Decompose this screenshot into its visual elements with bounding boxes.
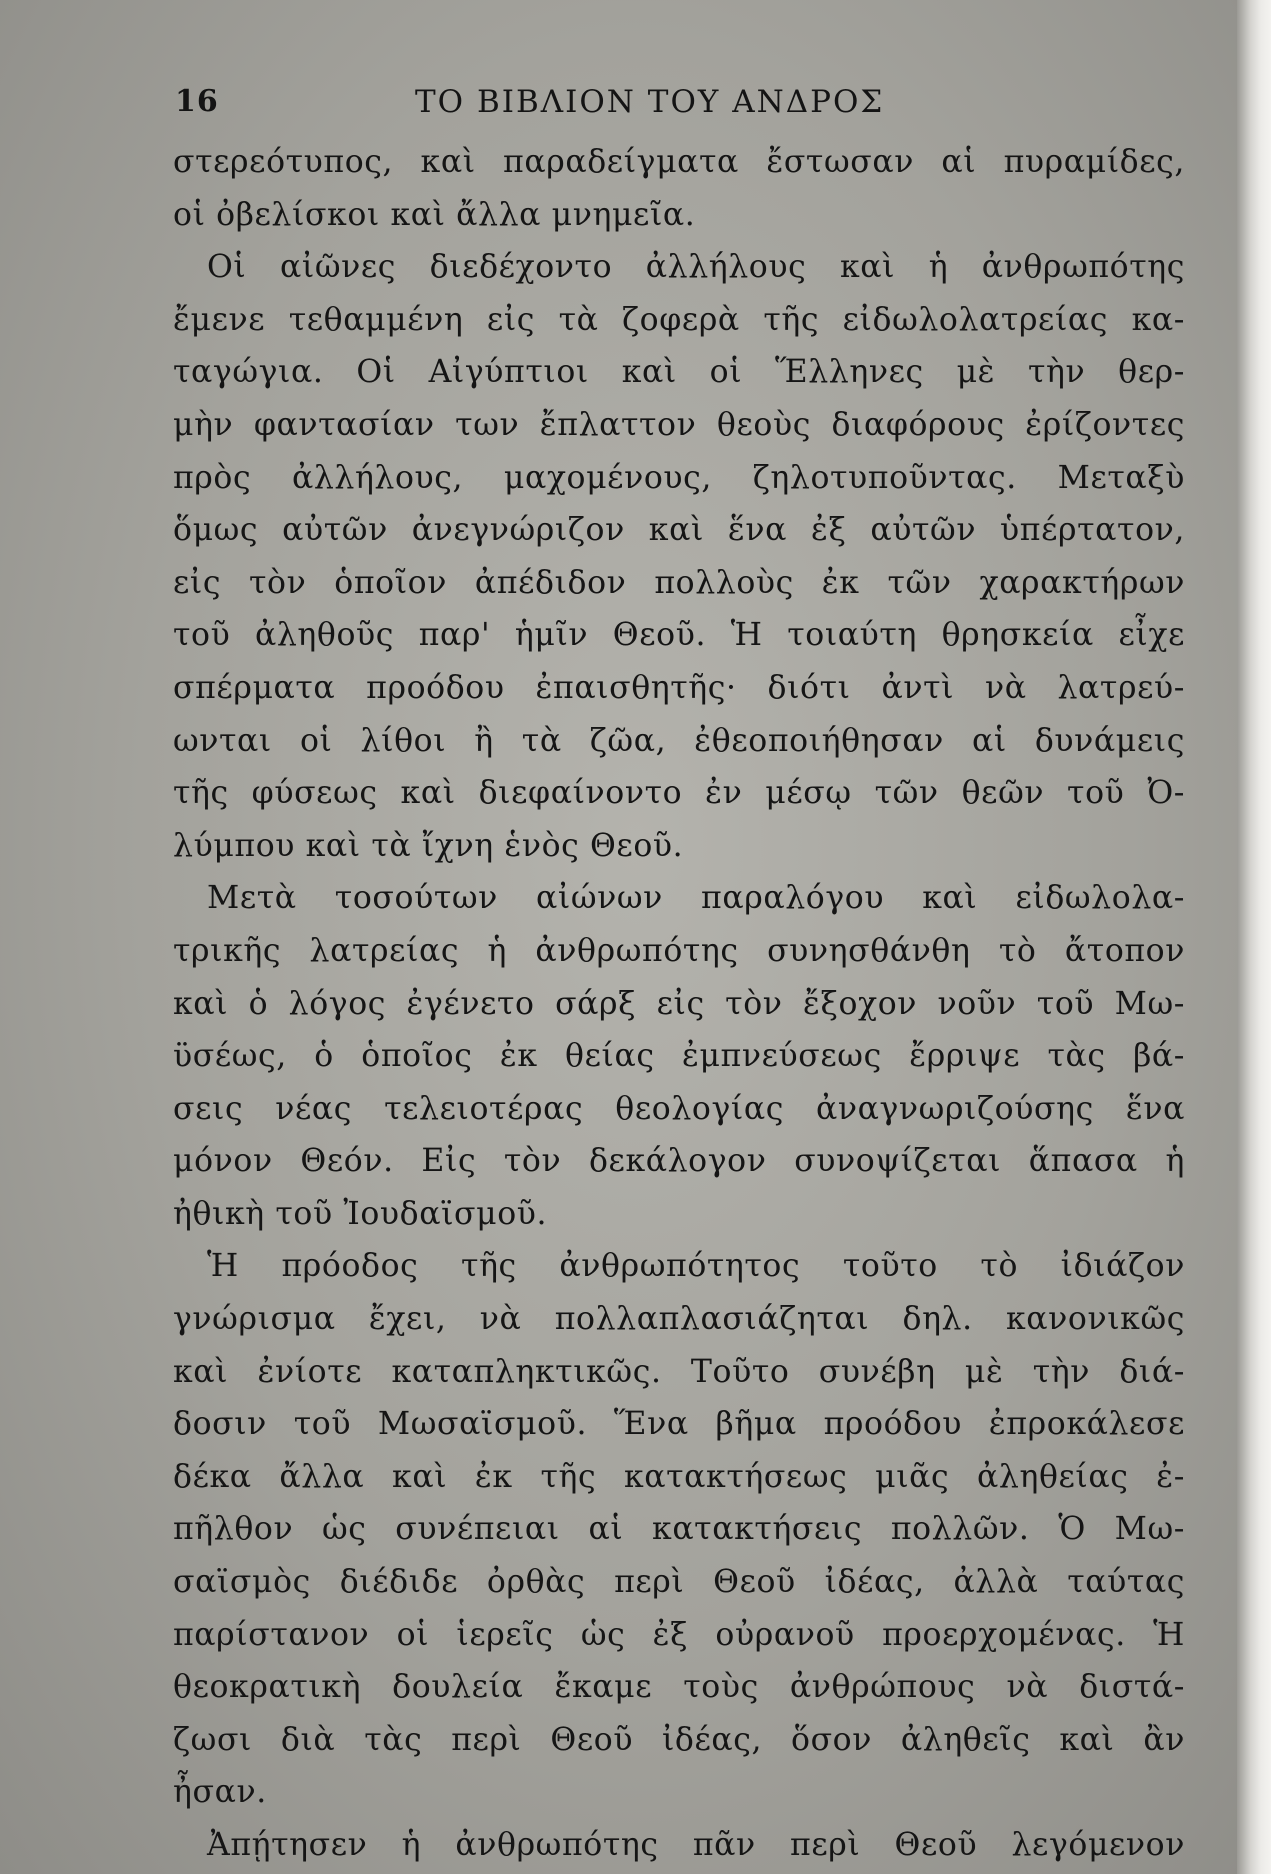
page-edge: [1237, 0, 1271, 1874]
text-line: Ἀπῄτησεν ἡ ἀνθρωπότης πᾶν περὶ Θεοῦ λεγόμενον: [207, 1827, 1185, 1863]
text-line: λύμπου καὶ τὰ ἴχνη ἑνὸς Θεοῦ.: [173, 827, 684, 864]
text-line: Μετὰ τοσούτων αἰώνων παραλόγου καὶ εἰδωλολα-: [207, 880, 1185, 917]
text-line: εἰς τὸν ὁποῖον ἀπέδιδον πολλοὺς ἐκ τῶν χαρακτήρων: [173, 564, 1185, 601]
text-line: ζωσι διὰ τὰς περὶ Θεοῦ ἰδέας, ὅσον ἀληθεῖς καὶ ἂν: [173, 1721, 1185, 1758]
text-line: δέκα ἄλλα καὶ ἐκ τῆς κατακτήσεως μιᾶς ἀληθείας ἐ-: [173, 1458, 1185, 1495]
text-line: θεοκρατικὴ δουλεία ἔκαμε τοὺς ἀνθρώπους νὰ διστά-: [173, 1669, 1185, 1706]
text-line: μὴν φαντασίαν των ἔπλαττον θεοὺς διαφόρους ἐρίζοντες: [173, 406, 1185, 443]
text-line: σπέρματα προόδου ἐπαισθητῆς· διότι ἀντὶ νὰ λατρεύ-: [173, 669, 1185, 706]
text-line: σαϊσμὸς διέδιδε ὀρθὰς περὶ Θεοῦ ἰδέας, ἀλλὰ ταύτας: [173, 1564, 1185, 1601]
text-line: γνώρισμα ἔχει, νὰ πολλαπλασιάζηται δηλ. κανονικῶς: [173, 1301, 1185, 1338]
text-line: ϋσέως, ὁ ὁποῖος ἐκ θείας ἐμπνεύσεως ἔρριψε τὰς βά-: [173, 1038, 1185, 1075]
body-text: [173, 136, 1185, 1872]
page-number: 16: [175, 84, 219, 119]
text-line: πρὸς ἀλλήλους, μαχομένους, ζηλοτυποῦντας. Μεταξὺ: [173, 459, 1185, 496]
text-line: ὅμως αὐτῶν ἀνεγνώριζον καὶ ἕνα ἐξ αὐτῶν ὑπέρτατον,: [173, 512, 1185, 549]
text-line: Οἱ αἰῶνες διεδέχοντο ἀλλήλους καὶ ἡ ἀνθρωπότης: [207, 249, 1185, 286]
text-line: ἠθικὴ τοῦ Ἰουδαϊσμοῦ.: [173, 1195, 548, 1232]
text-line: Ἡ πρόοδος τῆς ἀνθρωπότητος τοῦτο τὸ ἰδιάζον: [207, 1248, 1185, 1285]
text-line: τρικῆς λατρείας ἡ ἀνθρωπότης συνησθάνθη τὸ ἄτοπον: [173, 932, 1185, 969]
text-line: παρίστανον οἱ ἱερεῖς ὡς ἐξ οὐρανοῦ προερχομένας. Ἡ: [173, 1616, 1185, 1653]
text-line: ταγώγια. Οἱ Αἰγύπτιοι καὶ οἱ Ἕλληνες μὲ τὴν θερ-: [173, 354, 1185, 391]
text-line: στερεότυπος, καὶ παραδείγματα ἔστωσαν αἱ πυραμίδες,: [173, 144, 1185, 180]
text-line: οἱ ὀβελίσκοι καὶ ἄλλα μνημεῖα.: [173, 196, 696, 233]
text-line: τοῦ ἀληθοῦς παρ' ἡμῖν Θεοῦ. Ἡ τοιαύτη θρησκεία εἶχε: [173, 617, 1185, 654]
text-line: δοσιν τοῦ Μωσαϊσμοῦ. Ἕνα βῆμα προόδου ἐπροκάλεσε: [173, 1406, 1185, 1443]
text-line: ἔμενε τεθαμμένη εἰς τὰ ζοφερὰ τῆς εἰδωλολατρείας κα-: [173, 301, 1185, 338]
page-header: [175, 84, 1185, 130]
text-line: ἦσαν.: [173, 1774, 267, 1811]
text-line: καὶ ἐνίοτε καταπληκτικῶς. Τοῦτο συνέβη μὲ τὴν διά-: [173, 1353, 1185, 1390]
text-line: ωνται οἱ λίθοι ἢ τὰ ζῶα, ἐθεοποιήθησαν αἱ δυνάμεις: [173, 722, 1185, 759]
text-line: μόνον Θεόν. Εἰς τὸν δεκάλογον συνοψίζεται ἅπασα ἡ: [173, 1143, 1185, 1180]
text-line: τῆς φύσεως καὶ διεφαίνοντο ἐν μέσῳ τῶν θεῶν τοῦ Ὀ-: [173, 775, 1185, 812]
running-title: ΤΟ ΒΙΒΛΙΟΝ ΤΟΥ ΑΝΔΡΟΣ: [415, 84, 885, 120]
text-line: σεις νέας τελειοτέρας θεολογίας ἀναγνωριζούσης ἕνα: [173, 1090, 1185, 1127]
text-line: καὶ ὁ λόγος ἐγένετο σάρξ εἰς τὸν ἔξοχον νοῦν τοῦ Μω-: [173, 985, 1185, 1022]
text-line: πῆλθον ὡς συνέπειαι αἱ κατακτήσεις πολλῶν. Ὁ Μω-: [173, 1511, 1185, 1548]
